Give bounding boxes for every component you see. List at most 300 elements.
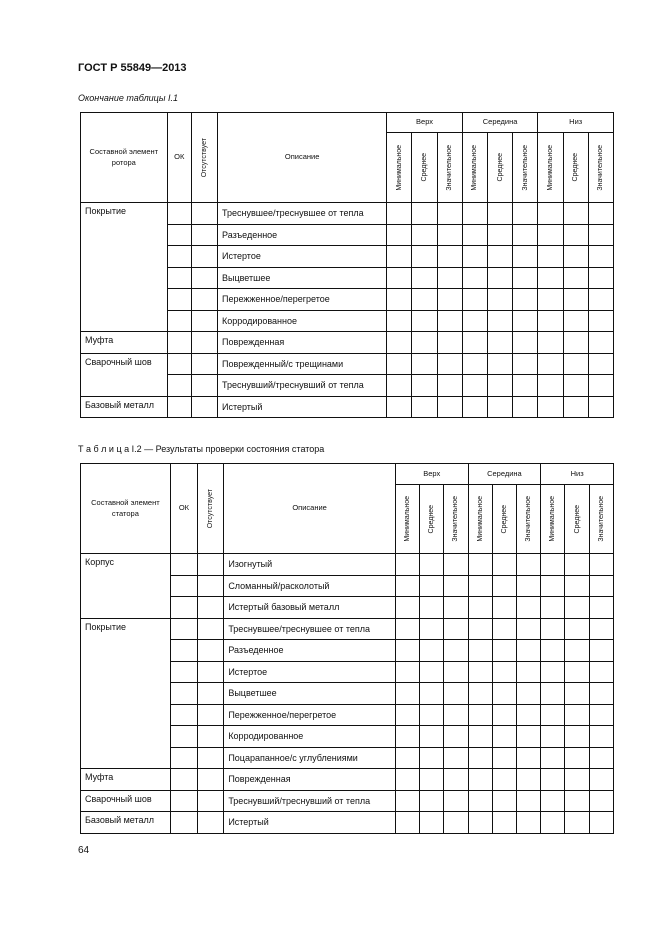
- severity-cell: [589, 726, 613, 748]
- absent-cell: [198, 554, 224, 576]
- severity-cell: [541, 790, 565, 812]
- absent-cell: [198, 704, 224, 726]
- severity-cell: [468, 554, 492, 576]
- severity-cell: [395, 704, 419, 726]
- table1-caption: Окончание таблицы I.1: [78, 93, 178, 103]
- severity-cell: [517, 790, 541, 812]
- severity-cell: [565, 618, 589, 640]
- severity-cell: [565, 790, 589, 812]
- severity-cell: [444, 683, 468, 705]
- severity-cell: [395, 597, 419, 619]
- severity-cell: [563, 332, 588, 354]
- header-level: [517, 485, 541, 554]
- severity-cell: [444, 661, 468, 683]
- severity-cell: [437, 267, 462, 289]
- severity-cell: [412, 375, 437, 397]
- severity-cell: [462, 246, 487, 268]
- severity-cell: [588, 353, 613, 375]
- severity-cell: [420, 640, 444, 662]
- header-level-label: Значительное: [446, 144, 454, 191]
- severity-cell: [541, 554, 565, 576]
- absent-cell: [198, 747, 224, 769]
- absent-cell: [191, 396, 217, 418]
- severity-cell: [565, 640, 589, 662]
- header-level: [541, 485, 565, 554]
- table-row: [81, 812, 614, 834]
- severity-cell: [565, 747, 589, 769]
- severity-cell: [589, 704, 613, 726]
- absent-cell: [191, 310, 217, 332]
- severity-cell: [462, 310, 487, 332]
- severity-cell: [492, 575, 516, 597]
- ok-cell: [167, 375, 191, 397]
- header-level-label: Значительное: [597, 496, 605, 542]
- severity-cell: [444, 575, 468, 597]
- header-row-groups: [81, 113, 614, 133]
- header-level-label: Значительное: [521, 144, 529, 191]
- severity-cell: [444, 704, 468, 726]
- severity-cell: [513, 203, 538, 225]
- severity-cell: [563, 224, 588, 246]
- severity-cell: [589, 790, 613, 812]
- severity-cell: [513, 310, 538, 332]
- severity-cell: [588, 396, 613, 418]
- header-level-label: Минимальное: [546, 144, 554, 191]
- severity-cell: [563, 289, 588, 311]
- severity-cell: [538, 310, 563, 332]
- header-level-label: Среднее: [496, 153, 504, 182]
- severity-cell: [513, 332, 538, 354]
- header-component: Составной элемент статора: [81, 464, 171, 554]
- description-cell: Треснувшее/треснувшее от тепла: [218, 203, 387, 225]
- severity-cell: [412, 289, 437, 311]
- absent-cell: [198, 683, 224, 705]
- absent-cell: [198, 618, 224, 640]
- absent-cell: [198, 812, 224, 834]
- severity-cell: [395, 554, 419, 576]
- ok-cell: [170, 618, 197, 640]
- severity-cell: [395, 683, 419, 705]
- severity-cell: [492, 683, 516, 705]
- component-cell: Базовый металл: [81, 396, 168, 418]
- severity-cell: [565, 597, 589, 619]
- header-row-groups: [81, 464, 614, 485]
- component-cell: Муфта: [81, 332, 168, 354]
- description-cell: Поврежденная: [224, 769, 396, 791]
- ok-cell: [167, 332, 191, 354]
- header-group: Низ: [541, 464, 614, 485]
- severity-cell: [395, 726, 419, 748]
- absent-cell: [191, 246, 217, 268]
- severity-cell: [444, 790, 468, 812]
- severity-cell: [420, 726, 444, 748]
- component-cell: Корпус: [81, 554, 171, 619]
- severity-cell: [437, 224, 462, 246]
- severity-cell: [538, 203, 563, 225]
- header-ok: ОК: [167, 113, 191, 203]
- severity-cell: [517, 747, 541, 769]
- severity-cell: [462, 267, 487, 289]
- severity-cell: [517, 640, 541, 662]
- header-description: Описание: [224, 464, 396, 554]
- severity-cell: [420, 575, 444, 597]
- ok-cell: [167, 203, 191, 225]
- severity-cell: [517, 726, 541, 748]
- severity-cell: [488, 224, 513, 246]
- table-row: [81, 790, 614, 812]
- header-level-label: Среднее: [500, 504, 508, 534]
- absent-cell: [198, 575, 224, 597]
- header-level-label: Минимальное: [404, 496, 412, 542]
- header-group: Верх: [387, 113, 463, 133]
- severity-cell: [420, 554, 444, 576]
- ok-cell: [170, 726, 197, 748]
- severity-cell: [437, 353, 462, 375]
- rotor-inspection-table: [80, 112, 614, 418]
- severity-cell: [565, 661, 589, 683]
- severity-cell: [492, 726, 516, 748]
- severity-cell: [395, 618, 419, 640]
- severity-cell: [387, 246, 412, 268]
- severity-cell: [589, 812, 613, 834]
- severity-cell: [468, 597, 492, 619]
- severity-cell: [492, 747, 516, 769]
- document-title: ГОСТ Р 55849—2013: [78, 62, 187, 74]
- severity-cell: [563, 203, 588, 225]
- header-group: Верх: [395, 464, 468, 485]
- header-level-label: Среднее: [572, 153, 580, 182]
- header-level: [488, 133, 513, 203]
- header-description: Описание: [218, 113, 387, 203]
- header-absent: [191, 113, 217, 203]
- ok-cell: [170, 704, 197, 726]
- severity-cell: [538, 353, 563, 375]
- severity-cell: [444, 554, 468, 576]
- header-absent-label: Отсутствует: [207, 488, 215, 529]
- absent-cell: [198, 769, 224, 791]
- ok-cell: [170, 769, 197, 791]
- header-absent: [198, 464, 224, 554]
- severity-cell: [412, 332, 437, 354]
- ok-cell: [167, 224, 191, 246]
- severity-cell: [395, 640, 419, 662]
- header-level-label: Значительное: [597, 144, 605, 191]
- description-cell: Корродированное: [224, 726, 396, 748]
- severity-cell: [412, 310, 437, 332]
- severity-cell: [588, 375, 613, 397]
- ok-cell: [167, 353, 191, 375]
- severity-cell: [462, 396, 487, 418]
- severity-cell: [563, 310, 588, 332]
- header-group: Низ: [538, 113, 614, 133]
- table-row: [81, 353, 614, 375]
- severity-cell: [444, 618, 468, 640]
- severity-cell: [387, 310, 412, 332]
- severity-cell: [468, 683, 492, 705]
- ok-cell: [170, 661, 197, 683]
- severity-cell: [541, 812, 565, 834]
- component-cell: Сварочный шов: [81, 353, 168, 396]
- absent-cell: [191, 224, 217, 246]
- severity-cell: [538, 289, 563, 311]
- severity-cell: [420, 769, 444, 791]
- severity-cell: [488, 332, 513, 354]
- description-cell: Разъеденное: [224, 640, 396, 662]
- severity-cell: [517, 812, 541, 834]
- header-level: [444, 485, 468, 554]
- severity-cell: [420, 704, 444, 726]
- severity-cell: [420, 661, 444, 683]
- header-level: [565, 485, 589, 554]
- severity-cell: [468, 812, 492, 834]
- table-row: [81, 554, 614, 576]
- table-row: [81, 396, 614, 418]
- description-cell: Поврежденный/с трещинами: [218, 353, 387, 375]
- ok-cell: [170, 747, 197, 769]
- ok-cell: [170, 554, 197, 576]
- header-absent-label: Отсутствует: [200, 137, 208, 178]
- severity-cell: [395, 790, 419, 812]
- severity-cell: [444, 747, 468, 769]
- header-level-label: Среднее: [573, 504, 581, 534]
- severity-cell: [395, 769, 419, 791]
- severity-cell: [468, 726, 492, 748]
- absent-cell: [191, 203, 217, 225]
- severity-cell: [412, 224, 437, 246]
- severity-cell: [541, 747, 565, 769]
- severity-cell: [513, 246, 538, 268]
- absent-cell: [191, 375, 217, 397]
- severity-cell: [565, 554, 589, 576]
- severity-cell: [444, 726, 468, 748]
- severity-cell: [468, 747, 492, 769]
- severity-cell: [420, 747, 444, 769]
- ok-cell: [167, 396, 191, 418]
- severity-cell: [412, 246, 437, 268]
- component-cell: Муфта: [81, 769, 171, 791]
- severity-cell: [420, 683, 444, 705]
- severity-cell: [541, 683, 565, 705]
- severity-cell: [513, 353, 538, 375]
- severity-cell: [387, 203, 412, 225]
- severity-cell: [563, 396, 588, 418]
- severity-cell: [444, 769, 468, 791]
- severity-cell: [420, 597, 444, 619]
- severity-cell: [541, 704, 565, 726]
- absent-cell: [191, 289, 217, 311]
- severity-cell: [492, 640, 516, 662]
- severity-cell: [563, 246, 588, 268]
- severity-cell: [589, 661, 613, 683]
- severity-cell: [513, 224, 538, 246]
- description-cell: Истертое: [218, 246, 387, 268]
- severity-cell: [588, 267, 613, 289]
- severity-cell: [513, 396, 538, 418]
- severity-cell: [412, 396, 437, 418]
- severity-cell: [517, 597, 541, 619]
- severity-cell: [468, 661, 492, 683]
- stator-inspection-table: [80, 463, 614, 834]
- severity-cell: [395, 575, 419, 597]
- page-number: 64: [78, 845, 90, 856]
- header-level-label: Минимальное: [471, 144, 479, 191]
- severity-cell: [492, 661, 516, 683]
- description-cell: Корродированное: [218, 310, 387, 332]
- severity-cell: [387, 396, 412, 418]
- description-cell: Треснувший/треснувший от тепла: [218, 375, 387, 397]
- absent-cell: [198, 726, 224, 748]
- description-cell: Выцветшее: [218, 267, 387, 289]
- severity-cell: [468, 640, 492, 662]
- severity-cell: [513, 289, 538, 311]
- severity-cell: [588, 224, 613, 246]
- header-level-label: Значительное: [452, 496, 460, 542]
- description-cell: Сломанный/расколотый: [224, 575, 396, 597]
- severity-cell: [395, 812, 419, 834]
- table-row: [81, 203, 614, 225]
- header-level: [589, 485, 613, 554]
- severity-cell: [538, 396, 563, 418]
- component-cell: Базовый металл: [81, 812, 171, 834]
- severity-cell: [488, 310, 513, 332]
- severity-cell: [488, 289, 513, 311]
- description-cell: Пережженное/перегретое: [224, 704, 396, 726]
- severity-cell: [437, 375, 462, 397]
- severity-cell: [538, 375, 563, 397]
- severity-cell: [541, 597, 565, 619]
- severity-cell: [420, 618, 444, 640]
- severity-cell: [387, 375, 412, 397]
- absent-cell: [198, 661, 224, 683]
- absent-cell: [198, 640, 224, 662]
- header-level-label: Среднее: [421, 153, 429, 182]
- ok-cell: [167, 246, 191, 268]
- description-cell: Истертый базовый металл: [224, 597, 396, 619]
- severity-cell: [387, 332, 412, 354]
- severity-cell: [541, 575, 565, 597]
- severity-cell: [589, 683, 613, 705]
- severity-cell: [517, 554, 541, 576]
- severity-cell: [437, 332, 462, 354]
- severity-cell: [541, 640, 565, 662]
- severity-cell: [565, 575, 589, 597]
- table-row: [81, 618, 614, 640]
- severity-cell: [588, 332, 613, 354]
- severity-cell: [387, 289, 412, 311]
- severity-cell: [420, 790, 444, 812]
- severity-cell: [563, 353, 588, 375]
- description-cell: Треснувшее/треснувшее от тепла: [224, 618, 396, 640]
- header-component: Составной элемент ротора: [81, 113, 168, 203]
- header-level: [462, 133, 487, 203]
- severity-cell: [589, 618, 613, 640]
- severity-cell: [588, 203, 613, 225]
- absent-cell: [191, 267, 217, 289]
- header-ok: ОК: [170, 464, 197, 554]
- severity-cell: [589, 597, 613, 619]
- severity-cell: [444, 597, 468, 619]
- header-level: [420, 485, 444, 554]
- severity-cell: [538, 267, 563, 289]
- table-row: [81, 332, 614, 354]
- severity-cell: [492, 790, 516, 812]
- severity-cell: [462, 203, 487, 225]
- severity-cell: [437, 396, 462, 418]
- severity-cell: [437, 203, 462, 225]
- description-cell: Пережженное/перегретое: [218, 289, 387, 311]
- severity-cell: [565, 726, 589, 748]
- description-cell: Разъеденное: [218, 224, 387, 246]
- severity-cell: [492, 554, 516, 576]
- header-level: [387, 133, 412, 203]
- severity-cell: [538, 332, 563, 354]
- severity-cell: [588, 289, 613, 311]
- header-level-label: Минимальное: [476, 496, 484, 542]
- ok-cell: [170, 575, 197, 597]
- severity-cell: [565, 704, 589, 726]
- severity-cell: [588, 310, 613, 332]
- table2-body: [81, 464, 614, 834]
- severity-cell: [468, 575, 492, 597]
- severity-cell: [589, 554, 613, 576]
- ok-cell: [170, 597, 197, 619]
- severity-cell: [462, 375, 487, 397]
- severity-cell: [412, 353, 437, 375]
- absent-cell: [191, 332, 217, 354]
- header-level: [588, 133, 613, 203]
- severity-cell: [517, 575, 541, 597]
- table-row: [81, 769, 614, 791]
- severity-cell: [468, 618, 492, 640]
- severity-cell: [488, 375, 513, 397]
- ok-cell: [170, 790, 197, 812]
- severity-cell: [589, 769, 613, 791]
- description-cell: Треснувший/треснувший от тепла: [224, 790, 396, 812]
- severity-cell: [412, 267, 437, 289]
- header-level-label: Минимальное: [549, 496, 557, 542]
- severity-cell: [395, 747, 419, 769]
- severity-cell: [541, 618, 565, 640]
- severity-cell: [488, 267, 513, 289]
- severity-cell: [437, 310, 462, 332]
- severity-cell: [541, 769, 565, 791]
- severity-cell: [517, 683, 541, 705]
- severity-cell: [387, 353, 412, 375]
- severity-cell: [492, 618, 516, 640]
- absent-cell: [198, 790, 224, 812]
- description-cell: Истертый: [224, 812, 396, 834]
- severity-cell: [488, 246, 513, 268]
- severity-cell: [437, 246, 462, 268]
- absent-cell: [191, 353, 217, 375]
- severity-cell: [462, 353, 487, 375]
- table1-body: [81, 113, 614, 418]
- header-group: Середина: [462, 113, 538, 133]
- ok-cell: [167, 267, 191, 289]
- header-level: [538, 133, 563, 203]
- component-cell: Покрытие: [81, 203, 168, 332]
- severity-cell: [468, 790, 492, 812]
- description-cell: Истертый: [218, 396, 387, 418]
- severity-cell: [462, 289, 487, 311]
- ok-cell: [167, 310, 191, 332]
- severity-cell: [492, 812, 516, 834]
- severity-cell: [444, 812, 468, 834]
- severity-cell: [517, 704, 541, 726]
- severity-cell: [589, 640, 613, 662]
- description-cell: Истертое: [224, 661, 396, 683]
- severity-cell: [462, 224, 487, 246]
